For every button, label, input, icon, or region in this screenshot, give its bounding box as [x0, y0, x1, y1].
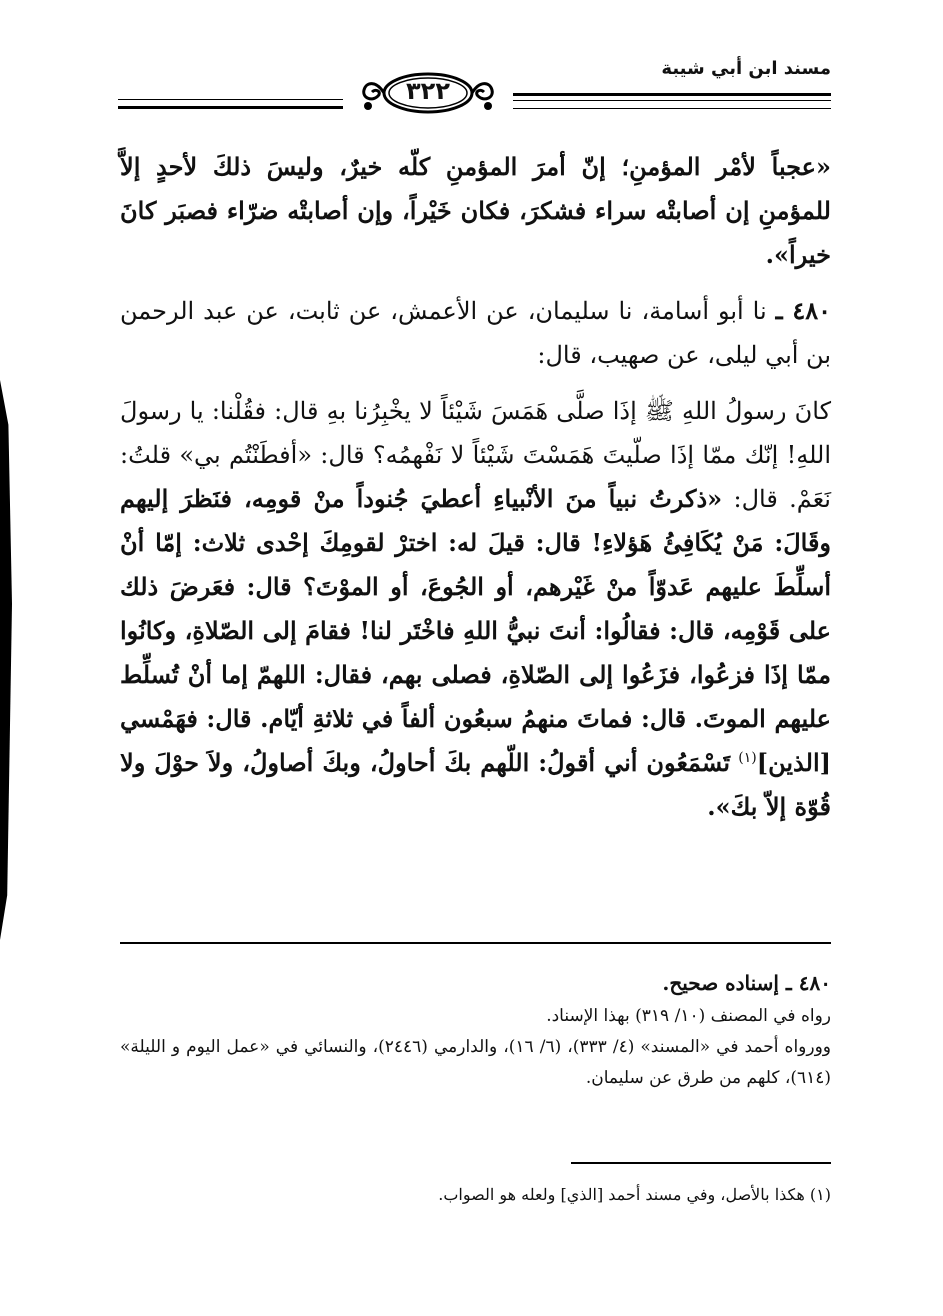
- page-number-ornament: [358, 68, 498, 118]
- isnad-line-1: نا أبو أسامة، نا سليمان، عن الأعمش، عن ثابت، عن: [246, 297, 767, 325]
- page-header: [118, 40, 831, 130]
- notes-line-1: رواه في المصنف (١٠/ ٣١٩) بهذا الإسناد.: [546, 1006, 831, 1026]
- footnote: (١) هكذا بالأصل، وفي مسند أحمد [الذي] ولعله هو الصواب.: [438, 1185, 831, 1204]
- main-text: [120, 145, 831, 829]
- footnote-reference: (١): [738, 750, 757, 766]
- hadith-number: ٤٨٠ ـ: [775, 296, 831, 325]
- header-rule-left: [118, 99, 343, 109]
- matn-paragraph: [120, 389, 831, 829]
- hadith-quote-paragraph: «عجباً لأمْر المؤمنِ؛ إنّ أمرَ المؤمنِ كلّه خيرٌ، وليسَ ذلكَ لأحدٍ إلاَّ للمؤمنِ إن أصابتْه سراء فشكرَ، فكان خَيْراً، وإن أصابتْه ضرّاء فصبَر كانَ خيراً».: [120, 152, 831, 269]
- notes-line-2: وورواه أحمد في «المسند» (٤/ ٣٣٣)، (٦/ ١٦)، والدارمي (٢٤٤٦)، والنسائي في «عمل اليوم و الليلة» (٦١٤)، كلهم من طرق عن سليمان.: [120, 1037, 832, 1088]
- notes-divider: [120, 942, 831, 944]
- matn-quote-part-2: تَسْمَعُون أني أقولُ: اللّهم بكَ أحاولُ، وبكَ أصاولُ، ولاَ حوْلَ ولا قُوّة إلاّ بكَ».: [120, 748, 831, 821]
- isnad-line-2: عبد الرحمن بن أبي ليلى، عن صهيب، قال:: [120, 297, 831, 369]
- takhrij-notes: [120, 968, 831, 1094]
- matn-quote-part-1: «ذكرتُ نبياً منَ الأنْبياءِ أعطيَ جُنوداً منْ قومِه، فنَظرَ إليهم وقَالَ: مَنْ يُكَافِئُ هَؤلاءِ! قال: قيلَ له: اخترْ لقومِكَ إحْدى ثلاث: إمّا أنْ أسلِّطَ عليهم عَدوّاً منْ غَيْرهم، أو الجُوعَ، أو الموْتَ؟ قال: فعَرضَ ذلك على قَوْمِه، قال: فقالُوا: أنتَ نبيُّ اللهِ فاخْتَر لنا! فقامَ إلى الصّلاةِ، وكانُوا ممّا إذَا فزعُوا، فزَعُوا إلى الصّلاةِ، فصلى بهم، فقال: اللهمّ إما أنْ تُسلِّط عليهم الموتَ. قال: فماتَ منهمُ سبعُون ألفاً في ثلاثةِ أيّام. قال: فهَمْسي [الذين]: [120, 484, 831, 777]
- page-number: ٣٢٢: [406, 77, 450, 105]
- book-spine-shadow: [0, 380, 12, 940]
- book-title: مسند ابن أبي شيبة: [661, 58, 831, 79]
- isnad-paragraph: [120, 289, 831, 377]
- footnote-divider: [571, 1162, 831, 1164]
- matn-intro: كانَ رسولُ اللهِ ﷺ إذَا صلَّى هَمَسَ شَيْئاً لا يخْبِرُنا بهِ قال: فقُلْنا: يا رسولَ اللهِ! إنّك ممّا إذَا صلّيتَ هَمَسْتَ شَيْئاً لا نَفْهمُه؟ قال: «أفطَنْتُم بي» قلتُ: نَعَمْ. قال:: [120, 397, 831, 513]
- header-rule: [513, 93, 831, 109]
- notes-heading: ٤٨٠ ـ إسناده صحيح.: [662, 971, 831, 995]
